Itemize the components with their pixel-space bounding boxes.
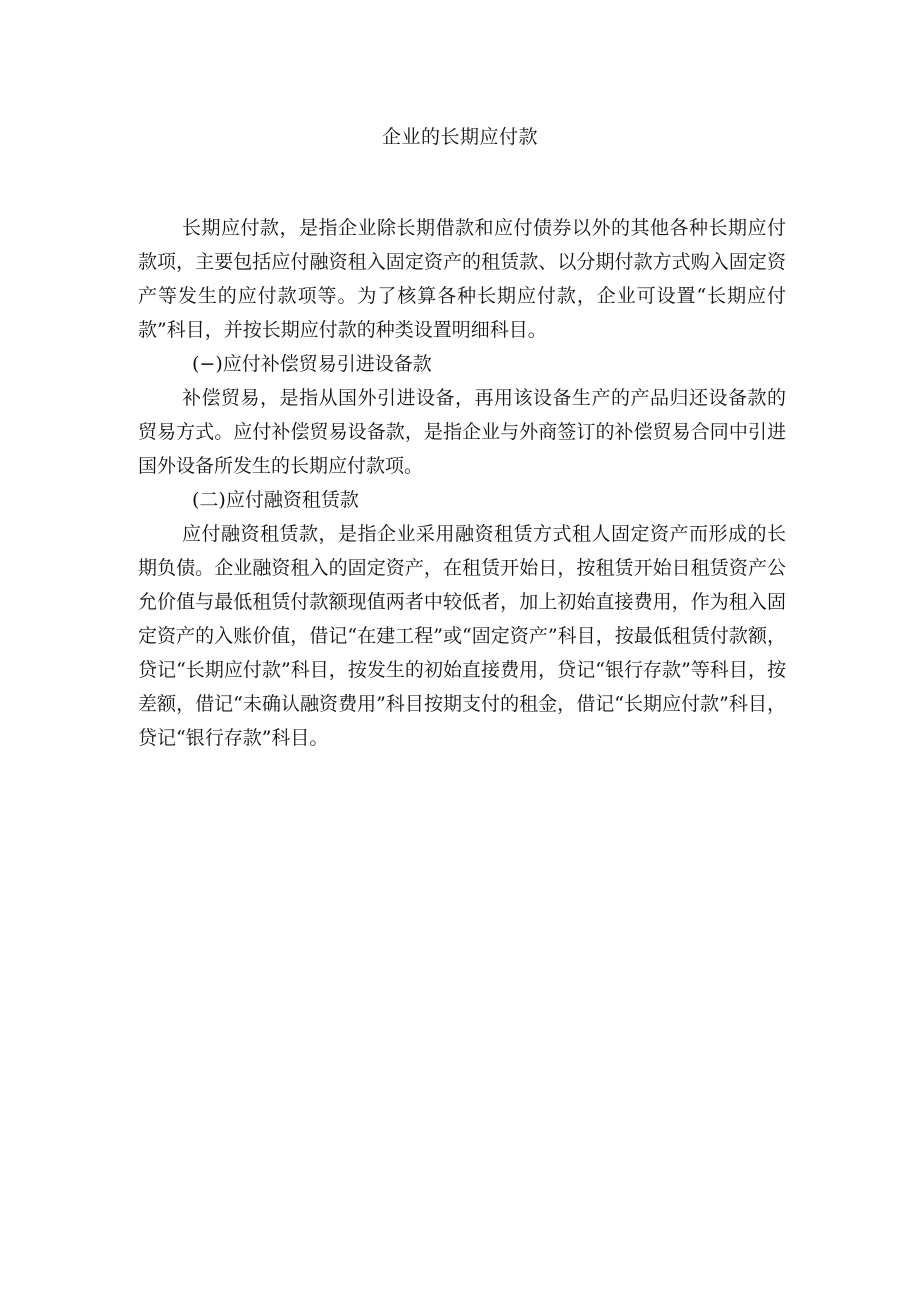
paragraph-finance-lease: 应付融资租赁款，是指企业采用融资租赁方式租人固定资产而形成的长期负债。企业融资租入的固定资产，在租赁开始日，按租赁开始日租赁资产公允价值与最低租赁付款额现值两者中较低者，加上初始直接费用，作为租入固定资产的入账价值，借记“在建工程”或“固定资产”科目，按最低租赁付款额，贷记“长期应付款”科目，按发生的初始直接费用，贷记“银行存款”等科目，按差额，借记“未确认融资费用”科目按期支付的租金，借记“长期应付款”科目，贷记“银行存款”科目。 — [138, 523, 786, 749]
document-body — [138, 211, 786, 755]
document-title: 企业的长期应付款 — [381, 126, 538, 148]
section-heading-finance-lease: (二)应付融资租赁款 — [192, 489, 359, 511]
section-heading-compensation-trade: (−)应付补偿贸易引进设备款 — [192, 353, 432, 375]
paragraph-compensation-trade: 补偿贸易，是指从国外引进设备，再用该设备生产的产品归还设备款的贸易方式。应付补偿贸易设备款，是指企业与外商签订的补偿贸易合同中引进国外设备所发生的长期应付款项。 — [138, 387, 786, 477]
paragraph-definition: 长期应付款，是指企业除长期借款和应付债券以外的其他各种长期应付款项，主要包括应付融资租入固定资产的租赁款、以分期付款方式购入固定资产等发生的应付款项等。为了核算各种长期应付款，企业可设置“长期应付款”科目，并按长期应付款的种类设置明细科目。 — [138, 217, 786, 341]
